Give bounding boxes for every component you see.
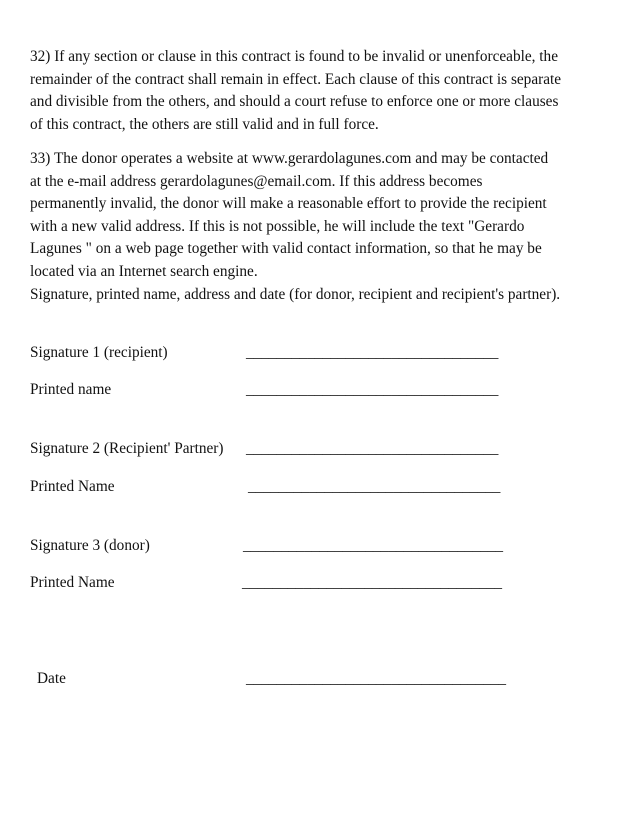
- date-label: Date: [37, 670, 66, 687]
- signature-label: Signature 1 (recipient): [30, 344, 168, 361]
- printed-name-line-field[interactable]: _________________________________: [248, 478, 501, 495]
- signature-line-field[interactable]: _________________________________: [246, 440, 499, 457]
- clause-33-line: located via an Internet search engine.: [30, 262, 258, 280]
- printed-name-label: Printed name: [30, 381, 112, 398]
- signature-instructions-text: Signature, printed name, address and date (for donor, recipient and recipient's partner).: [30, 286, 561, 303]
- signature-row-donor: [30, 535, 630, 557]
- signature-line-field[interactable]: __________________________________: [243, 537, 504, 554]
- clause-32-line: and divisible from the others, and should a court refuse to enforce one or more clauses: [30, 93, 559, 110]
- clause-33-line: 33) The donor operates a website at www.gerardolagunes.com and may be contacted: [30, 150, 549, 167]
- clause-33-line: Lagunes " on a web page together with valid contact information, so that he may be: [30, 240, 542, 257]
- signature-row-recipient: [30, 342, 630, 364]
- clause-33-line: at the e-mail address gerardolagunes@email.com. If this address becomes: [30, 172, 483, 190]
- clause-32-line: of this contract, the others are still valid and in full force.: [30, 115, 379, 133]
- clause-32-line: remainder of the contract shall remain in effect. Each clause of this contract is separate: [30, 70, 562, 88]
- date-line-field[interactable]: __________________________________: [246, 670, 507, 687]
- date-row: [30, 668, 630, 690]
- signature-label: Signature 2 (Recipient' Partner): [30, 440, 224, 457]
- printed-name-row-partner: [30, 476, 630, 498]
- printed-name-line-field[interactable]: _________________________________: [246, 381, 499, 398]
- clause-33-paragraph: [30, 148, 620, 283]
- printed-name-row-recipient: [30, 379, 630, 401]
- clause-33-line: permanently invalid, the donor will make a reasonable effort to provide the recipient: [30, 195, 547, 212]
- printed-name-label: Printed Name: [30, 478, 115, 495]
- signature-label: Signature 3 (donor): [30, 537, 150, 554]
- clause-32-paragraph: [30, 46, 620, 136]
- signature-row-partner: [30, 438, 630, 460]
- printed-name-row-donor: [30, 572, 630, 594]
- signature-instructions: [30, 284, 620, 307]
- clause-32-line: 32) If any section or clause in this contract is found to be invalid or unenforceable, the: [30, 48, 558, 65]
- signature-line-field[interactable]: _________________________________: [246, 344, 499, 361]
- printed-name-label: Printed Name: [30, 574, 115, 591]
- clause-33-line: with a new valid address. If this is not possible, he will include the text "Gerardo: [30, 217, 525, 235]
- printed-name-line-field[interactable]: __________________________________: [242, 574, 503, 591]
